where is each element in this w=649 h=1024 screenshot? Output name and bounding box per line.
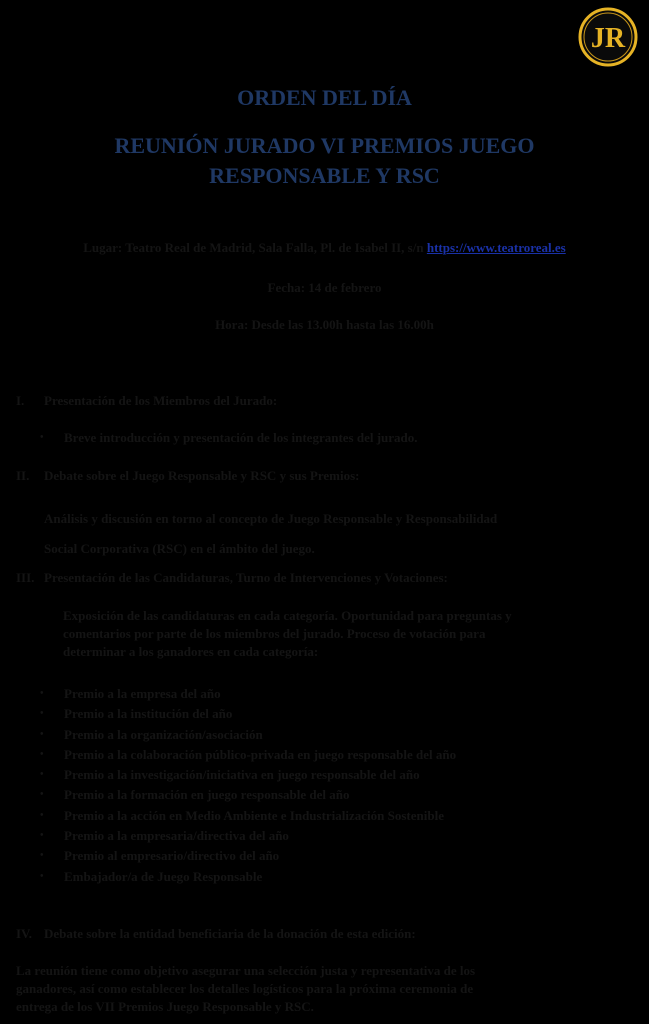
premio-item: • Premio al empresario/directivo del año	[40, 846, 456, 866]
premio-item: • Premio a la empresa del año	[40, 684, 456, 704]
lugar-line	[0, 240, 649, 256]
bullet-icon: •	[40, 728, 44, 740]
premio-item: • Premio a la investigación/iniciativa en juego responsable del año	[40, 765, 456, 785]
section-3-title: Presentación de las Candidaturas, Turno de Intervenciones y Votaciones:	[44, 570, 448, 585]
bullet-icon: •	[40, 688, 44, 699]
section-1-heading	[16, 393, 277, 409]
jr-logo-seal	[572, 6, 644, 68]
section-3-heading	[16, 570, 448, 586]
fecha-line: Fecha: 14 de febrero	[267, 280, 382, 295]
section-1-number: I.	[16, 393, 25, 408]
bullet-icon: •	[40, 870, 44, 882]
section-4-title: Debate sobre la entidad beneficiaria de la donación de esta edición:	[44, 926, 416, 941]
bullet-icon: •	[40, 830, 44, 842]
bullet-icon: •	[40, 789, 44, 801]
svg-text:JR: JR	[590, 23, 626, 54]
premio-item: • Premio a la colaboración público-privada en juego responsable del año	[40, 745, 456, 765]
bullet-icon: •	[40, 748, 44, 760]
section-2-heading	[16, 468, 360, 484]
section-2-paragraph: Análisis y discusión en torno al concepto de Juego Responsable y Responsabilidad Social Corporativa (RSC) en el ámbito del juego.	[44, 511, 498, 556]
section-3-paragraph: Exposición de las candidaturas en cada categoría. Oportunidad para preguntas y comentarios por parte de los miembros del jurado. Proceso de votación para determinar a los ganadores en cada categoría:	[63, 608, 512, 659]
premio-item: • Embajador/a de Juego Responsable	[40, 867, 456, 887]
page-title: ORDEN DEL DÍA	[237, 85, 412, 110]
subtitle-line-1: REUNIÓN JURADO VI PREMIOS JUEGO	[114, 133, 535, 158]
premio-item: • Premio a la acción en Medio Ambiente e Industrialización Sostenible	[40, 806, 456, 826]
page-subtitle	[0, 131, 649, 191]
premio-item: • Premio a la empresaria/directiva del año	[40, 826, 456, 846]
premio-item: • Premio a la formación en juego responsable del año	[40, 785, 456, 805]
bullet-icon: •	[40, 809, 44, 821]
subtitle-line-2: RESPONSABLE Y RSC	[209, 163, 440, 188]
bullet-icon: •	[40, 708, 44, 720]
lugar-text: Lugar: Teatro Real de Madrid, Sala Falla, Pl. de Isabel II, s/n	[83, 240, 427, 255]
premio-item: • Premio a la institución del año	[40, 704, 456, 724]
closing-paragraph: La reunión tiene como objetivo asegurar una selección justa y representativa de los ganadores, así como establecer los detalles logísticos para la próxima ceremonia de entrega de los VII Premios Juego Responsable y RSC.	[16, 963, 476, 1014]
section-1-title: Presentación de los Miembros del Jurado:	[44, 393, 278, 408]
section-4-heading	[16, 926, 416, 942]
section-2-number: II.	[16, 468, 30, 483]
section-3-number: III.	[16, 570, 35, 585]
jr-logo	[572, 6, 644, 68]
premios-list	[40, 684, 456, 887]
bullet-icon: •	[40, 432, 44, 443]
teatro-real-link[interactable]: https://www.teatroreal.es	[426, 240, 566, 255]
hora-line: Hora: Desde las 13.00h hasta las 16.00h	[215, 317, 434, 332]
section-2-title: Debate sobre el Juego Responsable y RSC y sus Premios:	[44, 468, 360, 483]
section-1-list	[40, 428, 418, 448]
premio-item: • Premio a la organización/asociación	[40, 725, 456, 745]
bullet-icon: •	[40, 769, 44, 781]
list-item: • Breve introducción y presentación de los integrantes del jurado.	[40, 428, 418, 448]
section-4-number: IV.	[16, 926, 33, 941]
bullet-icon: •	[40, 850, 44, 862]
